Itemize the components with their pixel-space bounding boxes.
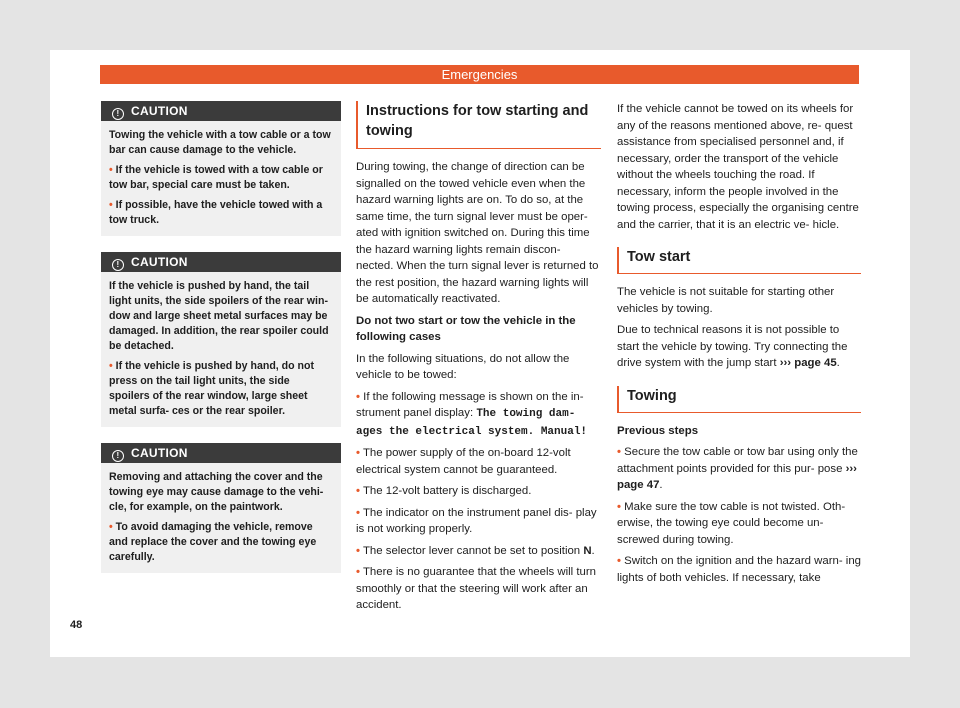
caution-header: ! CAUTION (101, 101, 341, 121)
caution-bullet: • If possible, have the vehicle towed with a tow truck. (109, 199, 323, 226)
list-item: • Make sure the tow cable is not twisted. Oth- erwise, the towing eye could become un- screwed during towing. (617, 500, 846, 546)
caution-header: ! CAUTION (101, 252, 341, 272)
document-page (50, 50, 910, 657)
list-item: • The 12-volt battery is discharged. (356, 485, 532, 497)
middle-column (356, 101, 601, 619)
caution-header: ! CAUTION (101, 443, 341, 463)
tow-start-title: Tow start (617, 247, 861, 274)
paragraph: The vehicle is not suitable for starting other vehicles by towing. (617, 286, 835, 315)
paragraph: During towing, the change of direction can be signalled on the towed vehicle even when the hazard warning lights are on. To do so, at the same time, the turn signal lever must be oper- ated with ignition switched on. During this time the hazard warning lights remain discon- nected. When the turn signal lever is returned to the rest position, the hazard warning lights will be automatically reactivated. (356, 161, 599, 305)
caution-icon: ! (112, 450, 124, 462)
list-item: • Secure the tow cable or tow bar using only the attachment points provided for this pur- pose ››› page 47. (617, 446, 858, 491)
caution-text: Towing the vehicle with a tow cable or a tow bar can cause damage to the vehicle. (109, 129, 331, 156)
list-item: • There is no guarantee that the wheels will turn smoothly or that the steering will work after an accident. (356, 566, 596, 611)
page-number: 48 (70, 619, 83, 631)
subheading: Do not two start or tow the vehicle in the following cases (356, 314, 576, 343)
caution-icon: ! (112, 259, 124, 271)
list-item: • The power supply of the on-board 12-volt electrical system cannot be guaranteed. (356, 447, 571, 476)
caution-text: Removing and attaching the cover and the towing eye may cause damage to the vehi- cle, for example, on the paintwork. (109, 471, 324, 513)
paragraph: If the vehicle cannot be towed on its wheels for any of the reasons mentioned above, re- quest assistance from specialised personnel and, if necessary, order the transport of the vehicle without the wheels touching the road. If necessary, inform the people involved in the towing process, especially the organising centre and the carrier, that it is an electric ve- hicle. (617, 103, 859, 231)
right-column (617, 101, 861, 591)
list-item: • If the following message is shown on the in- strument panel display: The towing dam- ages the electrical system. Manual! (356, 390, 588, 438)
paragraph: Due to technical reasons it is not possible to start the vehicle by towing. Try connecting the drive system with the jump start ››› page 45. (617, 324, 848, 369)
list-item: • The selector lever cannot be set to position N. (356, 544, 595, 557)
list-item: • Switch on the ignition and the hazard warn- ing lights of both vehicles. If necessary, take (617, 555, 861, 584)
towing-title: Towing (617, 386, 861, 413)
page-link[interactable]: ››› page 47 (617, 462, 857, 491)
caution-box (101, 101, 341, 236)
subheading: Previous steps (617, 424, 699, 437)
section-title: Instructions for tow starting and towing (356, 101, 601, 149)
page-link[interactable]: ››› page 45 (779, 357, 837, 369)
caution-text: If the vehicle is pushed by hand, the tail light units, the side spoilers of the rear win- dow and large sheet metal surfaces may be damaged. In addition, the rear spoiler could be detached. (109, 280, 329, 352)
caution-bullet: • To avoid damaging the vehicle, remove and replace the cover and the towing eye carefully. (109, 521, 317, 563)
caution-icon: ! (112, 108, 124, 120)
caution-box (101, 443, 341, 573)
list-item: • The indicator on the instrument panel dis- play is not working properly. (356, 506, 597, 535)
caution-bullet: • If the vehicle is towed with a tow cable or tow bar, special care must be taken. (109, 164, 323, 191)
paragraph: In the following situations, do not allow the vehicle to be towed: (356, 352, 570, 381)
caution-bullet: • If the vehicle is pushed by hand, do not press on the tail light units, the side spoilers of the rear window, large sheet metal surfa- ces or the rear spoiler. (109, 360, 315, 417)
left-column (101, 101, 341, 589)
section-header: Emergencies (100, 65, 859, 84)
caution-box (101, 252, 341, 427)
